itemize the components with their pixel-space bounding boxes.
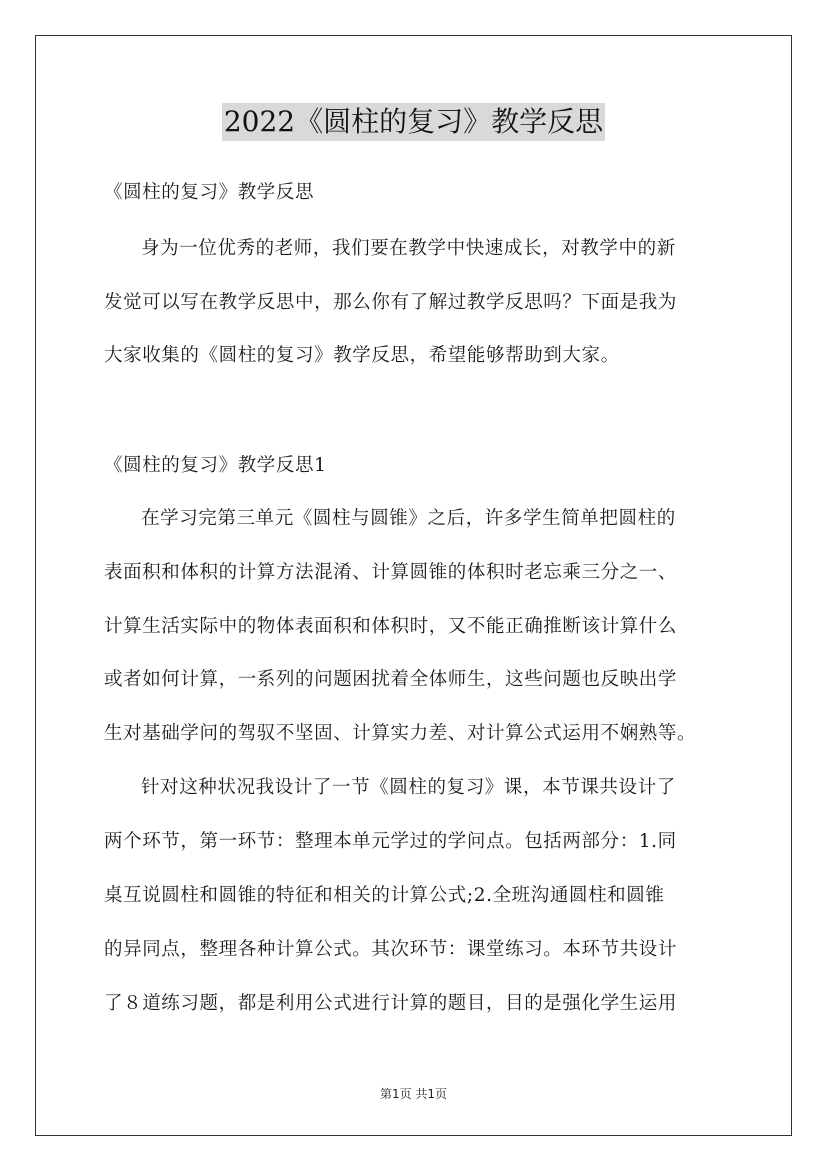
intro-line: 身为一位优秀的老师，我们要在教学中快速成长，对教学中的新: [141, 238, 676, 259]
subtitle: 《圆柱的复习》教学反思: [104, 182, 315, 203]
paragraph-line: 两个环节，第一环节：整理本单元学过的学问点。包括两部分：1.同: [104, 831, 677, 852]
document-title: 2022《圆柱的复习》教学反思: [222, 103, 605, 141]
paragraph-line: 在学习完第三单元《圆柱与圆锥》之后，许多学生简单把圆柱的: [141, 508, 676, 529]
paragraph-line: 桌互说圆柱和圆锥的特征和相关的计算公式;2.全班沟通圆柱和圆锥: [104, 885, 665, 906]
paragraph-line: 的异同点，整理各种计算公式。其次环节：课堂练习。本环节共设计: [104, 939, 678, 960]
paragraph-line: 表面积和体积的计算方法混淆、计算圆锥的体积时老忘乘三分之一、: [104, 562, 678, 583]
intro-line: 发觉可以写在教学反思中，那么你有了解过教学反思吗？下面是我为: [104, 292, 678, 313]
intro-line: 大家收集的《圆柱的复习》教学反思，希望能够帮助到大家。: [104, 345, 620, 366]
paragraph-line: 了８道练习题，都是利用公式进行计算的题目，目的是强化学生运用: [104, 993, 678, 1014]
paragraph-line: 针对这种状况我设计了一节《圆柱的复习》课，本节课共设计了: [141, 777, 676, 798]
page-footer: 第1页 共1页: [379, 1087, 448, 1101]
paragraph-line: 或者如何计算，一系列的问题困扰着全体师生，这些问题也反映出学: [104, 669, 678, 690]
title-wrap: [0, 103, 827, 141]
paragraph-line: 生对基础学问的驾驭不坚固、计算实力差、对计算公式运用不娴熟等。: [104, 723, 697, 744]
section-heading: 《圆柱的复习》教学反思1: [104, 455, 327, 476]
paragraph-line: 计算生活实际中的物体表面积和体积时，又不能正确推断该计算什么: [104, 616, 678, 637]
